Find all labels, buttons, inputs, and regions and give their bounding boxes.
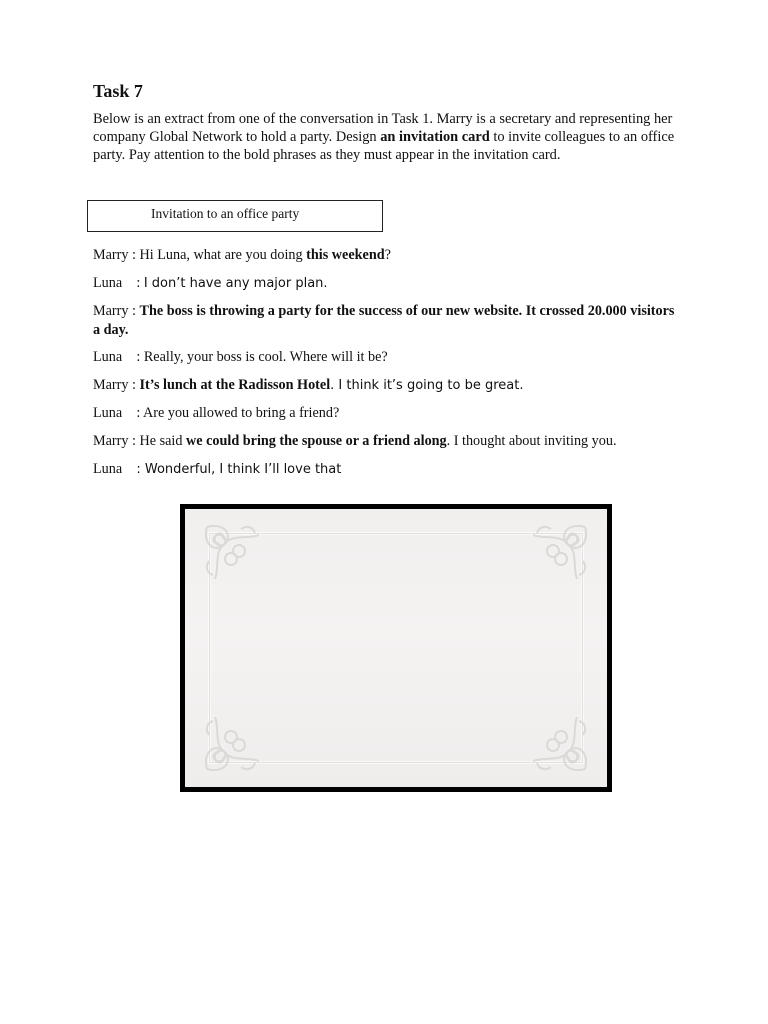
bold-phrase: The boss is throwing a party for the success of our new website. It crossed 20.000 visitors a day. <box>93 303 675 338</box>
dialogue-line-4 <box>93 348 683 367</box>
speaker: Luna : <box>93 275 144 291</box>
invitation-title-text: Invitation to an office party <box>151 206 300 221</box>
line-text-after: . I thought about inviting you. <box>446 433 617 449</box>
speaker: Marry : <box>93 433 140 449</box>
dialogue-line-5 <box>93 376 683 395</box>
invitation-title-box <box>87 200 383 232</box>
corner-ornament-icon <box>201 709 267 775</box>
line-text: : Wonderful, I think I’ll love that <box>136 462 342 477</box>
corner-ornament-icon <box>525 521 591 587</box>
dialogue-line-7 <box>93 432 683 451</box>
intro-paragraph <box>93 110 683 165</box>
line-text: : Are you allowed to bring a friend? <box>136 405 340 421</box>
corner-ornament-icon <box>525 709 591 775</box>
bold-phrase: this weekend <box>306 247 385 263</box>
line-text: : Really, your boss is cool. Where will it be? <box>136 349 388 365</box>
dialogue-line-2 <box>93 274 683 293</box>
speaker: Marry : <box>93 377 140 393</box>
intro-bold-phrase: an invitation card <box>380 129 490 146</box>
dialogue-line-8 <box>93 460 683 479</box>
task-title: Task 7 <box>93 81 143 101</box>
line-text: Hi Luna, what are you doing <box>139 247 307 263</box>
blank-invitation-card-image <box>180 504 612 792</box>
dialogue-line-3 <box>93 302 683 340</box>
line-text-after: . I think it’s going to be great. <box>330 378 524 393</box>
line-text: He said <box>139 433 186 449</box>
intro-text-1: Below is an extract from one of the conversation in Task 1. Marry is a secretary and representing her company Global Network to hold a party. Design <box>93 111 673 146</box>
intro-text-2: to invite colleagues to an office party. Pay attention to the bold phrases as they must appear in the invitation card. <box>93 129 675 164</box>
line-text-after: ? <box>384 247 391 263</box>
line-text: I don’t have any major plan. <box>143 276 328 291</box>
speaker: Luna <box>93 461 137 477</box>
corner-ornament-icon <box>201 521 267 587</box>
dialogue-line-1 <box>93 246 683 265</box>
speaker: Luna <box>93 405 137 421</box>
speaker: Luna <box>93 349 137 365</box>
dialogue-line-6 <box>93 404 683 423</box>
bold-phrase: It’s lunch at the Radisson Hotel <box>139 377 331 393</box>
speaker: Marry : <box>93 247 140 263</box>
bold-phrase: we could bring the spouse or a friend along <box>186 433 447 449</box>
speaker: Marry : <box>93 303 140 319</box>
card-paper <box>185 509 607 787</box>
